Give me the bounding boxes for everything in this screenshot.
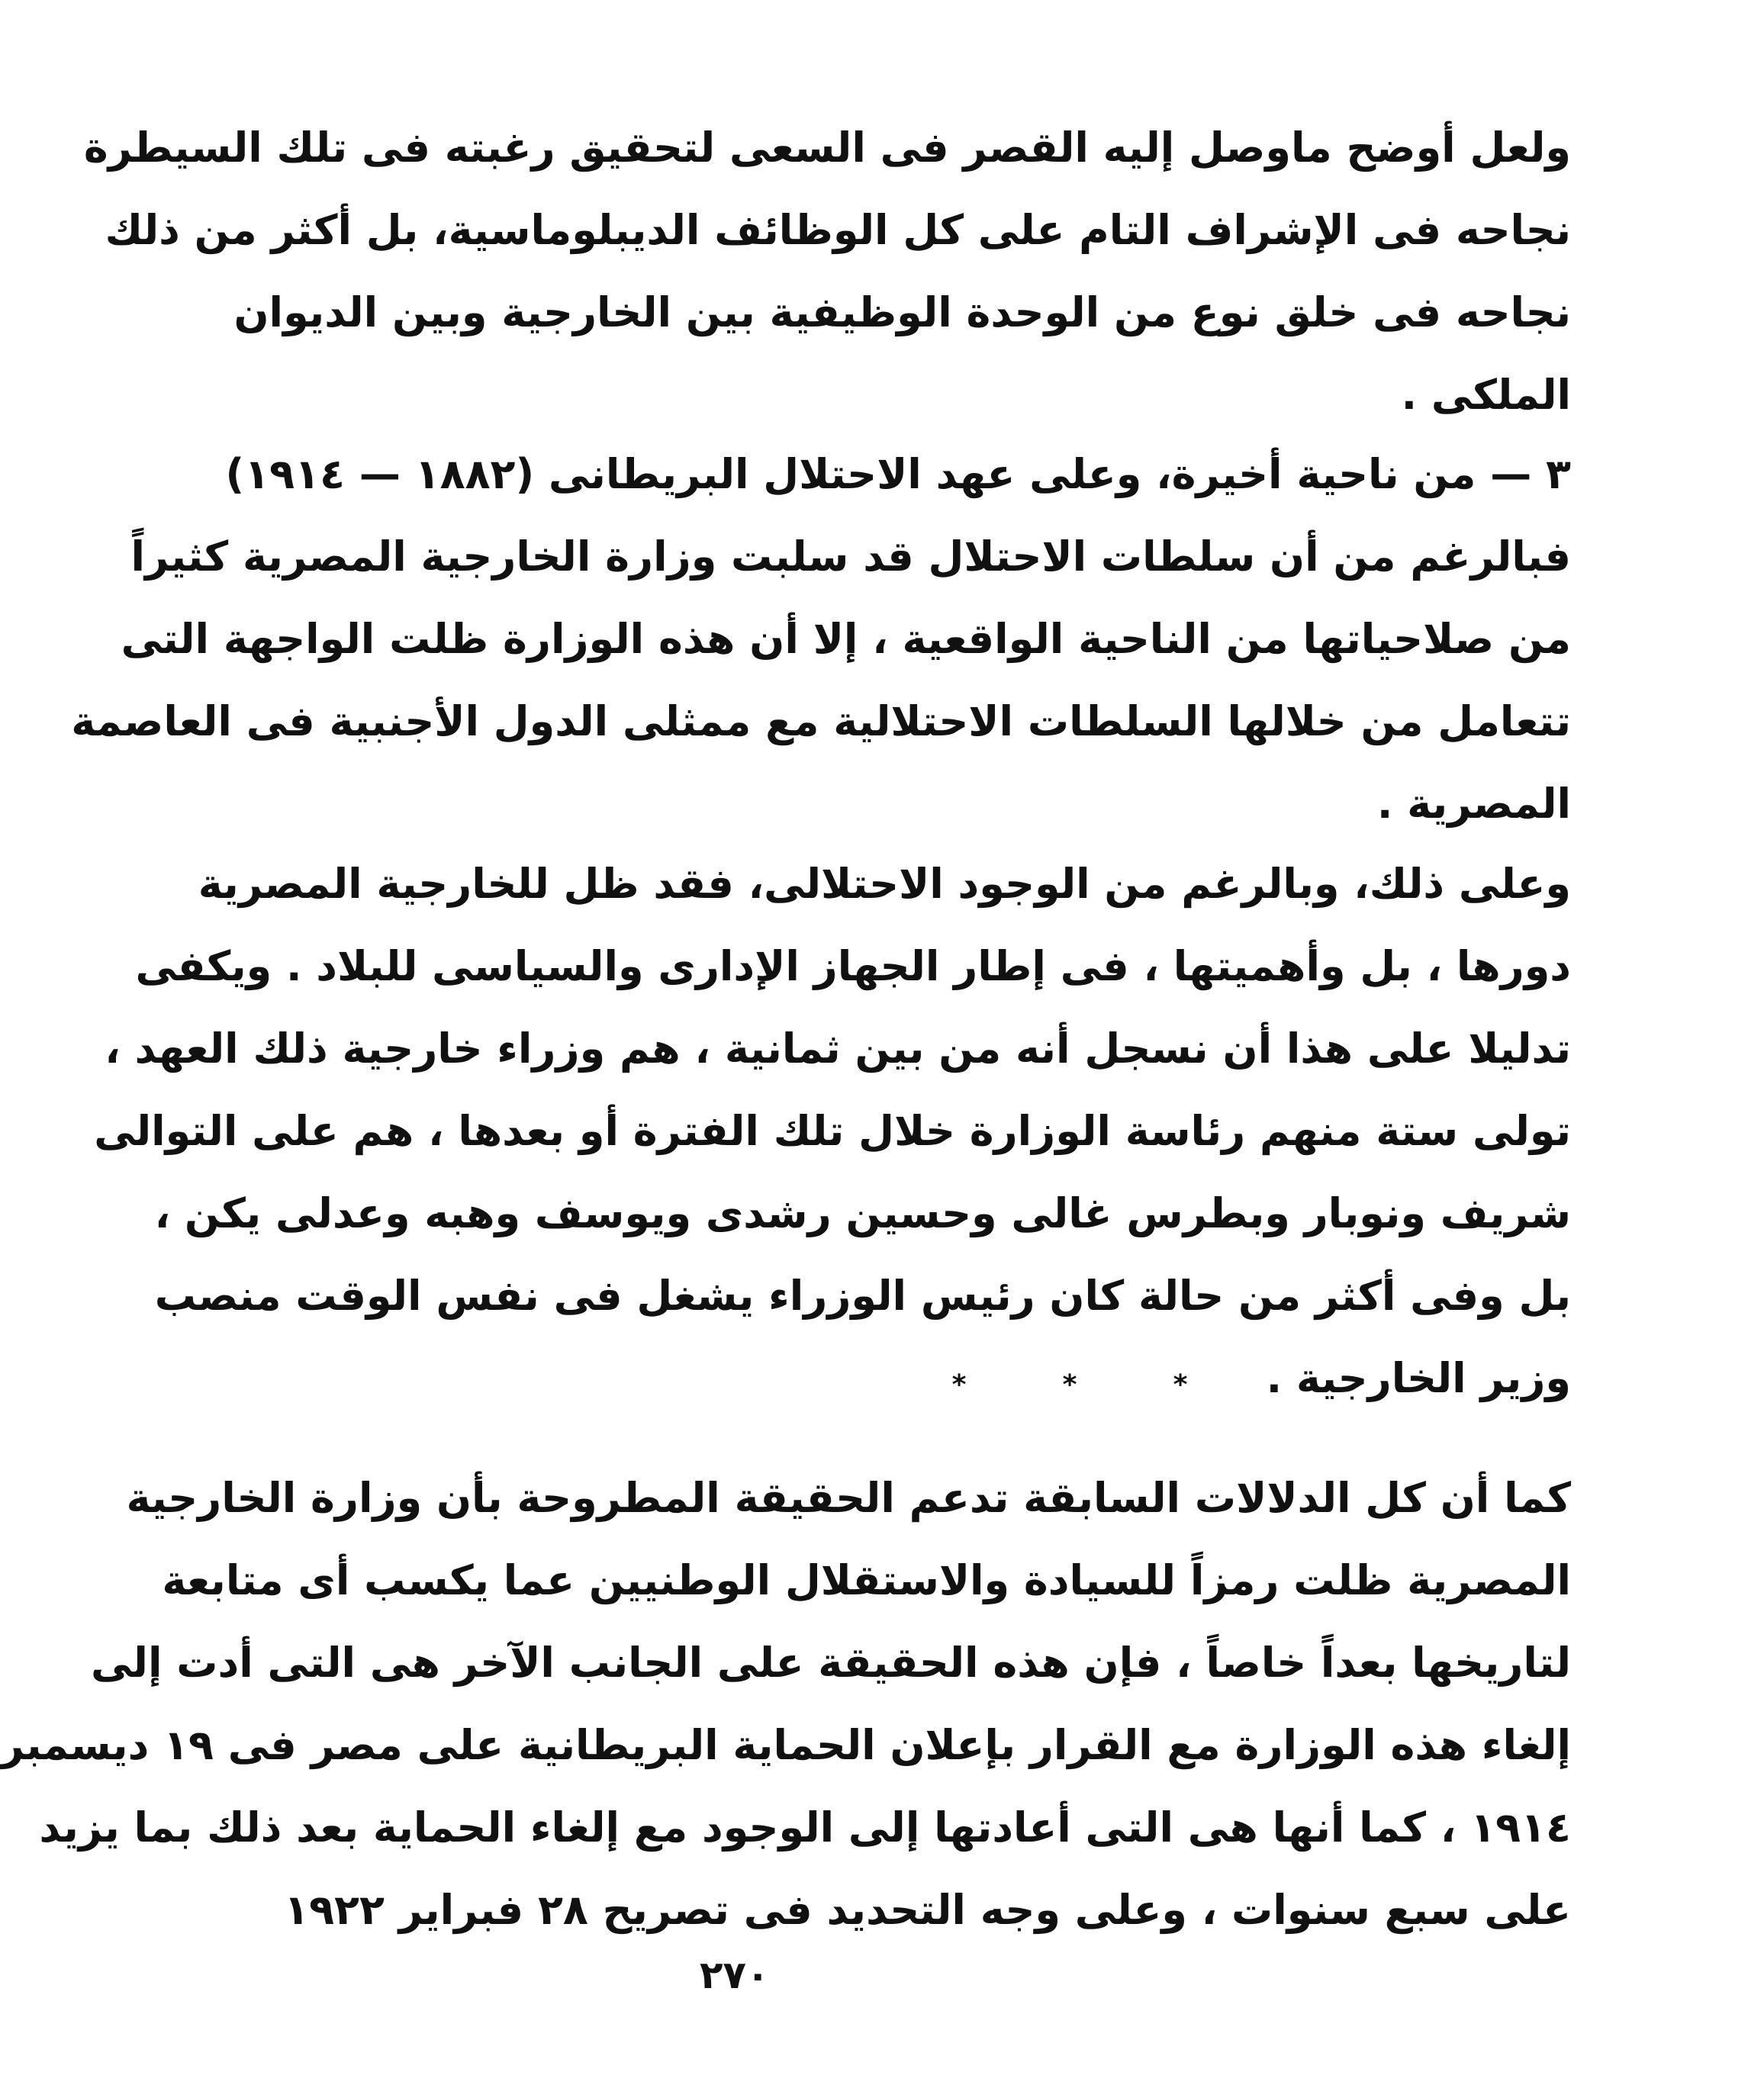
text-line: شريف ونوبار وبطرس غالى وحسين رشدى ويوسف وهبه وعدلى يكن ، [154, 1189, 1571, 1237]
text-line: وزير الخارجية . [1266, 1354, 1571, 1402]
text-line: دورها ، بل وأهميتها ، فى إطار الجهاز الإدارى والسياسى للبلاد . ويكفى [135, 942, 1571, 990]
text-line: إلغاء هذه الوزارة مع القرار بإعلان الحماية البريطانية على مصر فى ١٩ ديسمبر [0, 1721, 1571, 1769]
text-line: نجاحه فى الإشراف التام على كل الوظائف الديبلوماسية، بل أكثر من ذلك [105, 206, 1571, 254]
separator-star: * [1062, 1369, 1077, 1401]
paragraph-3 [94, 843, 1571, 1420]
text-line: تولى ستة منهم رئاسة الوزارة خلال تلك الفترة أو بعدها ، هم على التوالى [94, 1107, 1571, 1155]
text-line: المصرية . [1376, 780, 1571, 828]
text-line: ١٩١٤ ، كما أنها هى التى أعادتها إلى الوجود مع إلغاء الحماية بعد ذلك بما يزيد [39, 1803, 1571, 1852]
paragraph-1 [83, 107, 1571, 436]
text-line: الملكى . [1401, 371, 1571, 419]
text-line: لتاريخها بعداً خاصاً ، فإن هذه الحقيقة على الجانب الآخر هى التى أدت إلى [91, 1639, 1571, 1687]
text-line: كما أن كل الدلالات السابقة تدعم الحقيقة المطروحة بأن وزارة الخارجية [126, 1474, 1571, 1522]
text-line: بل وفى أكثر من حالة كان رئيس الوزراء يشغل فى نفس الوقت منصب [154, 1272, 1571, 1320]
section-separator [944, 1369, 1196, 1401]
text-line: المصرية ظلت رمزاً للسيادة والاستقلال الوطنيين عما يكسب أى متابعة [162, 1556, 1571, 1604]
text-line: فبالرغم من أن سلطات الاحتلال قد سلبت وزارة الخارجية المصرية كثيراً [130, 532, 1571, 581]
page-number: ٢٧٠ [700, 1953, 770, 1997]
text-line: ٣ — من ناحية أخيرة، وعلى عهد الاحتلال البريطانى (١٨٨٢ — ١٩١٤) [225, 450, 1571, 498]
paragraph-2 [71, 433, 1571, 845]
text-line: تتعامل من خلالها السلطات الاحتلالية مع ممثلى الدول الأجنبية فى العاصمة [71, 697, 1571, 745]
paragraph-4 [0, 1457, 1571, 1951]
text-line: وعلى ذلك، وبالرغم من الوجود الاحتلالى، فقد ظل للخارجية المصرية [198, 860, 1571, 908]
separator-star: * [951, 1369, 967, 1401]
text-line: تدليلا على هذا أن نسجل أنه من بين ثمانية ، هم وزراء خارجية ذلك العهد ، [105, 1025, 1571, 1073]
text-line: على سبع سنوات ، وعلى وجه التحديد فى تصريح ٢٨ فبراير ١٩٢٢ [284, 1886, 1571, 1934]
text-line: من صلاحياتها من الناحية الواقعية ، إلا أن هذه الوزارة ظلت الواجهة التى [121, 615, 1571, 663]
text-line: ولعل أوضح ماوصل إليه القصر فى السعى لتحقيق رغبته فى تلك السيطرة [83, 124, 1571, 172]
text-line: نجاحه فى خلق نوع من الوحدة الوظيفية بين الخارجية وبين الديوان [233, 288, 1571, 336]
separator-star: * [1173, 1369, 1188, 1401]
